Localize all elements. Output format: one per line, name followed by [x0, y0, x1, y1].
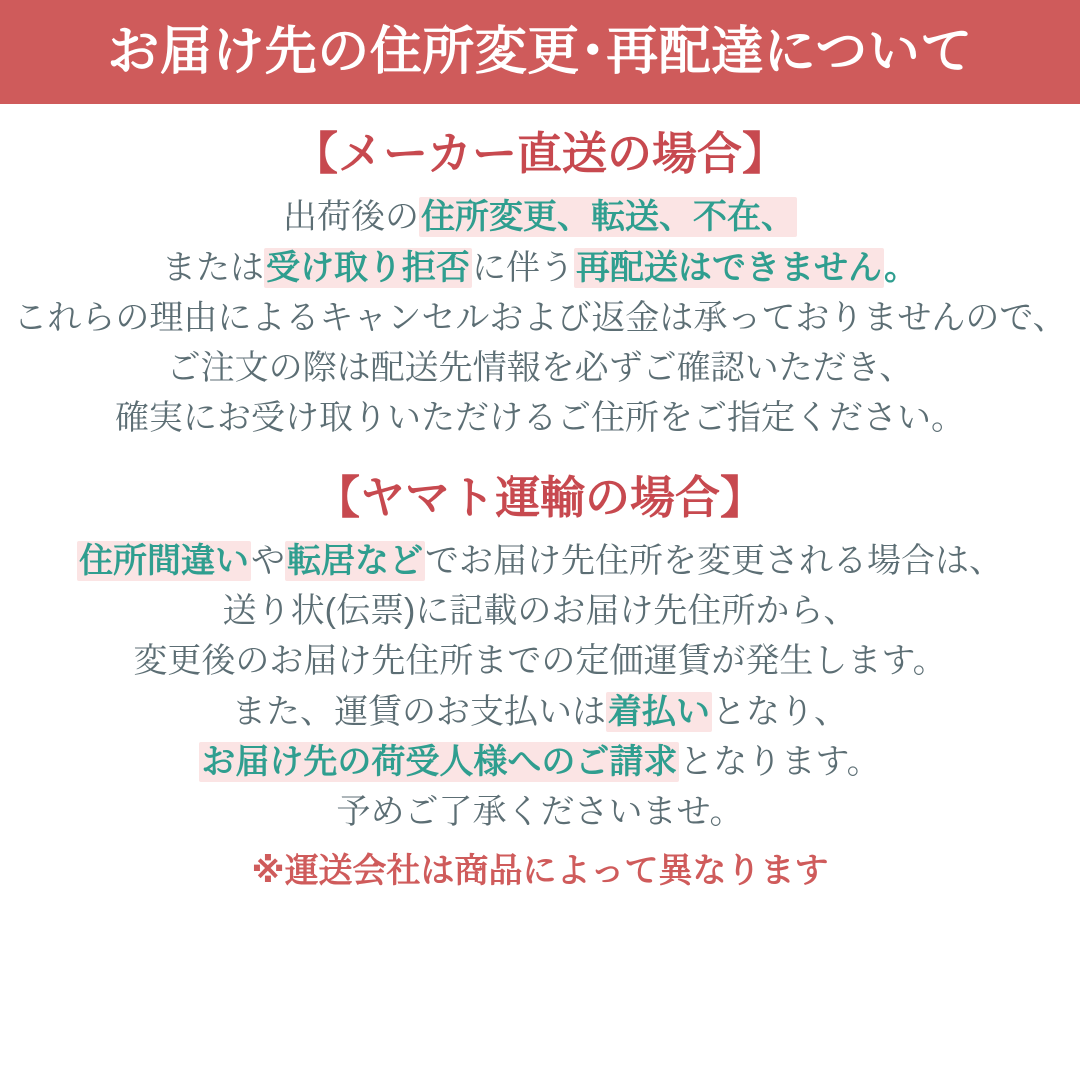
notice-content	[0, 104, 1080, 1080]
line-text-plain: でお届け先住所を変更される場合は、	[425, 541, 1003, 580]
footer-note: ※運送会社は商品によって異なります	[251, 852, 829, 891]
section-heading-yamato: 【ヤマト運輸の場合】	[314, 471, 765, 523]
line-text-emphasis: 再配送はできません	[576, 248, 882, 287]
notice-line	[77, 537, 1003, 585]
line-text-plain: となります。	[679, 742, 881, 781]
line-text-plain: や	[251, 541, 285, 580]
notice-line	[13, 294, 1066, 342]
line-text-plain: に伴う	[472, 248, 574, 287]
notice-line	[223, 587, 858, 635]
line-text-emphasis: 着払い	[608, 692, 710, 731]
line-text-plain: 確実にお受け取りいただけるご住所をご指定ください。	[115, 399, 965, 438]
notice-line	[337, 788, 744, 836]
section-heading-maker-direct: 【メーカー直送の場合】	[292, 128, 788, 179]
line-text-emphasis: 転居など	[287, 541, 423, 580]
line-text-plain: 予めご了承くださいませ。	[336, 793, 744, 832]
notice-line	[199, 738, 880, 786]
line-text-emphasis: 住所変更、転送、不在、	[421, 198, 795, 237]
notice-line	[283, 193, 797, 241]
line-text-emphasis: 。	[884, 248, 918, 287]
notice-line	[133, 637, 946, 685]
line-text-emphasis: 住所間違い	[79, 541, 249, 580]
notice-line	[115, 394, 965, 442]
line-text-emphasis: お届け先の荷受人様へのご請求	[201, 742, 678, 781]
line-text-plain: 変更後のお届け先住所までの定価運賃が発生します。	[133, 642, 947, 681]
line-text-plain: これらの理由によるキャンセルおよび返金は承っておりませんので、	[13, 298, 1067, 337]
line-text-plain: となり、	[712, 692, 848, 731]
line-text-plain: また、運賃のお支払いは	[232, 692, 606, 731]
page-title: お届け先の住所変更･再配達について	[107, 23, 973, 81]
notice-line	[232, 688, 848, 736]
line-text-emphasis: 受け取り拒否	[266, 248, 470, 287]
line-text-plain: ご注文の際は配送先情報を必ずご確認いただき、	[166, 349, 914, 388]
header-banner	[0, 0, 1080, 104]
notice-line	[162, 244, 918, 292]
line-text-plain: または	[162, 248, 264, 287]
line-text-plain: 出荷後の	[283, 198, 419, 237]
line-text-plain: 送り状(伝票)に記載のお届け先住所から、	[222, 592, 858, 631]
notice-line	[167, 344, 914, 392]
